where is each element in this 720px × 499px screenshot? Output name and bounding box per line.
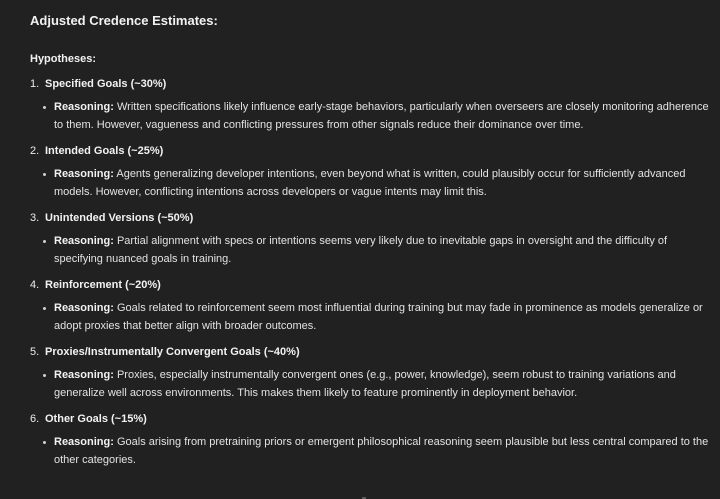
list-item: [30, 209, 710, 268]
item-number: 4.: [30, 279, 40, 291]
list-item: [30, 343, 710, 402]
list-item: [30, 142, 710, 201]
reasoning-label: Reasoning:: [54, 369, 114, 381]
message-content: [30, 12, 710, 469]
reasoning-label: Reasoning:: [54, 101, 114, 113]
reasoning-bullet: [30, 299, 710, 335]
list-item: [30, 276, 710, 335]
item-title: Proxies/Instrumentally Convergent Goals (~40%): [45, 346, 300, 358]
item-title: Specified Goals (~30%): [45, 78, 167, 90]
item-title: Intended Goals (~25%): [45, 145, 164, 157]
reasoning-bullet: [30, 98, 710, 134]
bullet-dot-icon: [41, 299, 54, 335]
bullet-dot-icon: [41, 165, 54, 201]
reasoning-bullet: [30, 165, 710, 201]
reasoning-label: Reasoning:: [54, 436, 114, 448]
reasoning-text: Proxies, especially instrumentally convergent ones (e.g., power, knowledge), seem robust to training variations and generalize well across environments. This makes them likely to feature prominently in deployment behavior.: [54, 369, 676, 399]
item-number: 3.: [30, 212, 40, 224]
reasoning-label: Reasoning:: [54, 168, 114, 180]
bullet-dot-icon: [41, 232, 54, 268]
item-title: Other Goals (~15%): [45, 413, 147, 425]
reasoning-text: Partial alignment with specs or intentions seems very likely due to inevitable gaps in oversight and the difficulty of specifying nuanced goals in training.: [54, 235, 668, 265]
item-number: 6.: [30, 413, 40, 425]
reasoning-bullet: [30, 433, 710, 469]
item-number: 5.: [30, 346, 40, 358]
item-title: Reinforcement (~20%): [45, 279, 161, 291]
reasoning-bullet: [30, 366, 710, 402]
section-title: Adjusted Credence Estimates:: [30, 13, 218, 28]
list-item: [30, 75, 710, 134]
reasoning-text: Goals arising from pretraining priors or emergent philosophical reasoning seem plausible but less central compared to the other categories.: [54, 436, 709, 466]
list-item: [30, 410, 710, 469]
bullet-dot-icon: [41, 433, 54, 469]
bullet-dot-icon: [41, 366, 54, 402]
bullet-dot-icon: [41, 98, 54, 134]
reasoning-label: Reasoning:: [54, 235, 114, 247]
reasoning-text: Agents generalizing developer intentions, even beyond what is written, could plausibly occur for sufficiently advanced models. However, conflicting intentions across developers or vague intents may limit this.: [54, 168, 686, 198]
hypotheses-heading: Hypotheses:: [30, 53, 97, 65]
reasoning-text: Goals related to reinforcement seem most influential during training but may fade in prominence as models generalize or adopt proxies that better align with broader outcomes.: [54, 302, 703, 332]
reasoning-bullet: [30, 232, 710, 268]
reasoning-label: Reasoning:: [54, 302, 114, 314]
reasoning-text: Written specifications likely influence early-stage behaviors, particularly when overseers are closely monitoring adherence to them. However, vagueness and conflicting pressures from other signals reduce their dominance over time.: [54, 101, 709, 131]
item-number: 1.: [30, 78, 40, 90]
item-number: 2.: [30, 145, 40, 157]
item-title: Unintended Versions (~50%): [45, 212, 194, 224]
